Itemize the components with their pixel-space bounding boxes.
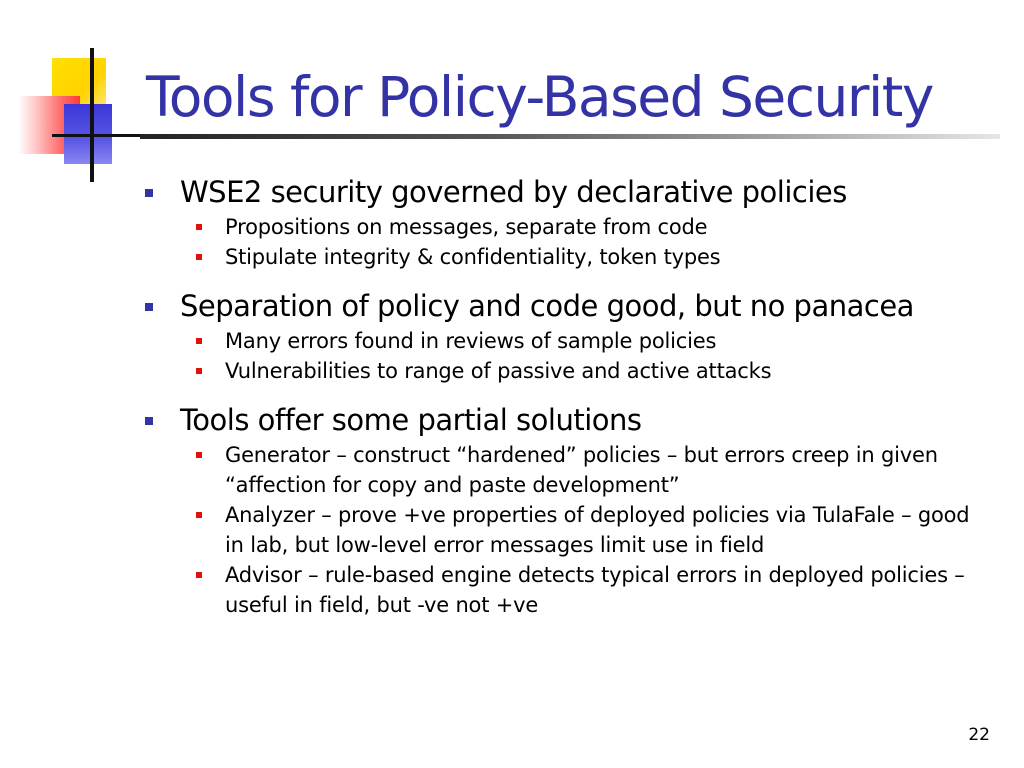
sub-bullet-text: Generator – construct “hardened” policies – but errors creep in given “affection for copy and paste development” [225, 443, 938, 497]
square-bullet-icon [196, 572, 202, 578]
bullet-text: Tools offer some partial solutions [180, 403, 642, 437]
sub-bullet-list [148, 440, 988, 620]
page-number: 22 [968, 725, 990, 745]
square-bullet-icon [196, 254, 202, 260]
bullet-level1 [148, 172, 988, 212]
bullet-list [148, 172, 988, 637]
sub-bullet-list [148, 212, 988, 272]
bullet-level2 [148, 242, 988, 272]
bullet-level2 [148, 500, 988, 560]
bullet-level2 [148, 326, 988, 356]
bullet-level2 [148, 356, 988, 386]
bullet-group [148, 172, 988, 272]
square-bullet-icon [145, 417, 153, 425]
logo-graphic [0, 0, 150, 190]
sub-bullet-text: Propositions on messages, separate from code [225, 215, 708, 239]
square-bullet-icon [196, 338, 202, 344]
bullet-text: Separation of policy and code good, but no panacea [180, 289, 914, 323]
bullet-level2 [148, 440, 988, 500]
slide-title: Tools for Policy-Based Security [146, 65, 933, 129]
sub-bullet-text: Vulnerabilities to range of passive and active attacks [225, 359, 772, 383]
bullet-level2 [148, 212, 988, 242]
bullet-level2 [148, 560, 988, 620]
sub-bullet-text: Advisor – rule-based engine detects typical errors in deployed policies – useful in field, but -ve not +ve [225, 563, 965, 617]
logo-horizontal-line [52, 134, 142, 137]
bullet-group [148, 286, 988, 386]
square-bullet-icon [196, 512, 202, 518]
square-bullet-icon [196, 224, 202, 230]
square-bullet-icon [145, 189, 153, 197]
square-bullet-icon [196, 368, 202, 374]
square-bullet-icon [145, 303, 153, 311]
sub-bullet-text: Analyzer – prove +ve properties of deployed policies via TulaFale – good in lab, but low-level error messages limit use in field [225, 503, 970, 557]
sub-bullet-text: Many errors found in reviews of sample policies [225, 329, 717, 353]
logo-vertical-line [90, 48, 94, 182]
bullet-group [148, 400, 988, 620]
title-underline [140, 134, 1000, 139]
sub-bullet-text: Stipulate integrity & confidentiality, token types [225, 245, 721, 269]
bullet-text: WSE2 security governed by declarative policies [180, 175, 847, 209]
bullet-level1 [148, 400, 988, 440]
bullet-level1 [148, 286, 988, 326]
sub-bullet-list [148, 326, 988, 386]
square-bullet-icon [196, 452, 202, 458]
